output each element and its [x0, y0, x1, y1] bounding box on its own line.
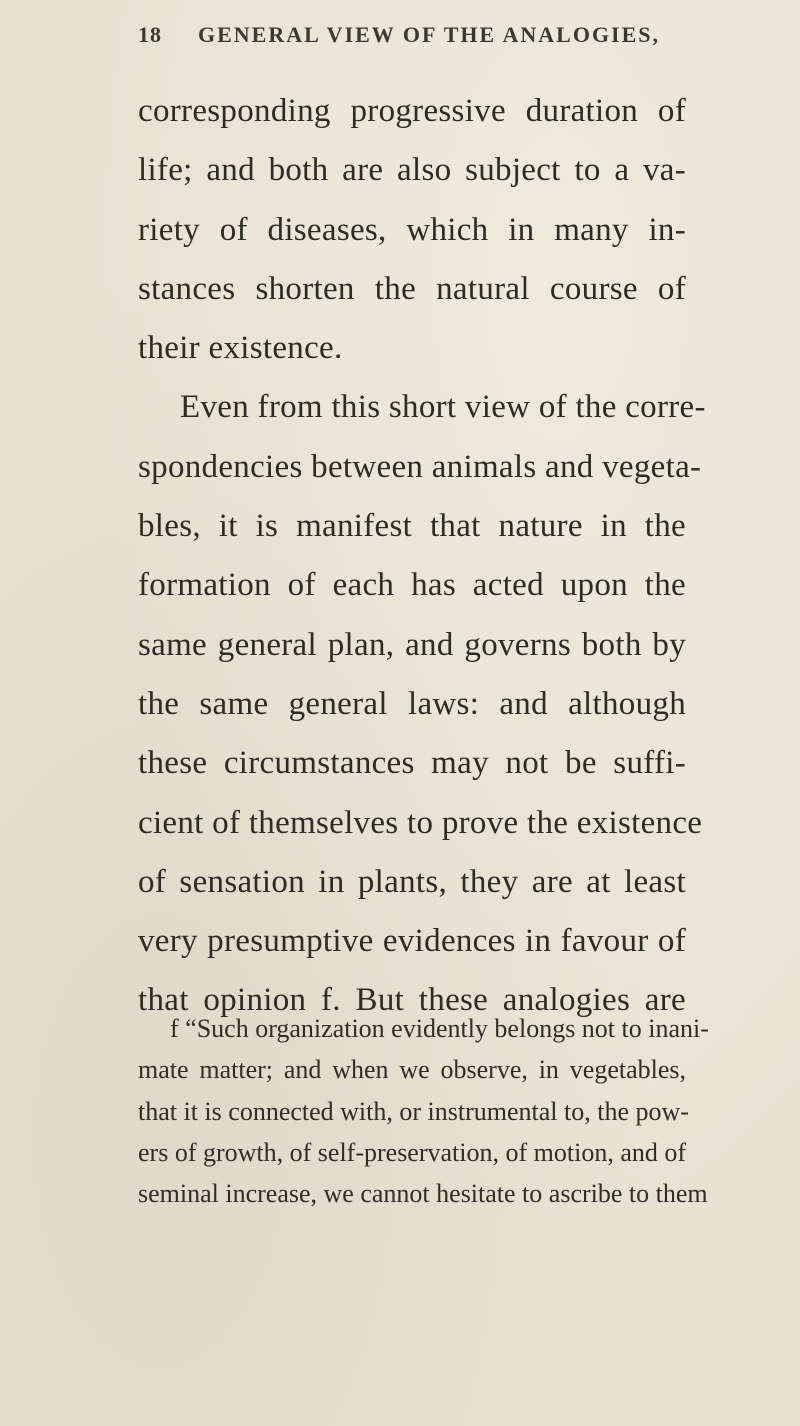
text-line: of sensation in plants, they are at least [138, 863, 686, 900]
page-number: 18 [138, 22, 162, 47]
running-head [138, 22, 698, 62]
text-line: same general plan, and governs both by [138, 626, 686, 663]
text-line: Even from this short view of the corre- [180, 389, 706, 426]
text-line: their existence. [138, 330, 343, 367]
text-line: life; and both are also subject to a va- [138, 152, 686, 189]
footnote-line: seminal increase, we cannot hesitate to ascribe to them [138, 1179, 708, 1209]
text-line: formation of each has acted upon the [138, 567, 686, 604]
text-line: spondencies between animals and vegeta- [138, 448, 702, 485]
body-text [138, 82, 706, 1031]
text-line: riety of diseases, which in many in- [138, 211, 686, 248]
text-line: cient of themselves to prove the existence [138, 804, 703, 841]
footnote-line: mate matter; and when we observe, in vegetables, [138, 1055, 686, 1085]
text-line: the same general laws: and although [138, 685, 686, 722]
text-line: corresponding progressive duration of [138, 93, 686, 129]
footnote-line: that it is connected with, or instrumental to, the pow- [138, 1096, 689, 1126]
text-line: these circumstances may not be suffi- [138, 745, 686, 782]
footnote [138, 1008, 709, 1214]
text-line: that opinion f. But these analogies are [138, 982, 686, 1019]
text-line: very presumptive evidences in favour of [138, 923, 686, 960]
running-head-title: GENERAL VIEW OF THE ANALOGIES, [198, 22, 661, 47]
footnote-line: ers of growth, of self-preservation, of motion, and of [138, 1137, 687, 1167]
text-line: bles, it is manifest that nature in the [138, 508, 686, 545]
text-line: stances shorten the natural course of [138, 270, 686, 307]
footnote-line: f “Such organization evidently belongs not to inani- [170, 1014, 709, 1043]
